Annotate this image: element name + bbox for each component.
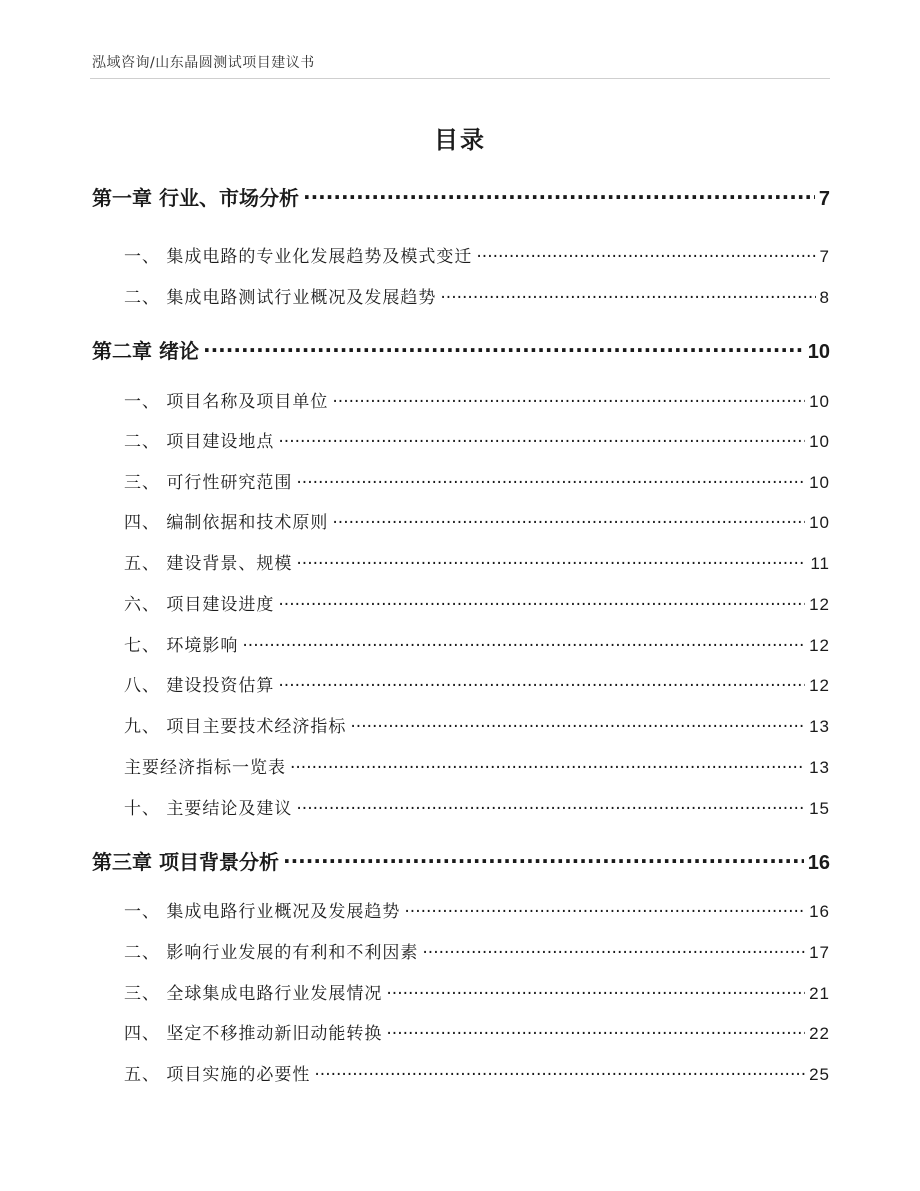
toc-page-number: 13 [809,758,830,777]
toc-entry-label: 主要经济指标一览表 [124,758,286,778]
dot-leader [203,338,804,358]
toc-title: 目录 [434,126,486,154]
toc-page-number: 12 [809,636,830,655]
toc-entry-label: 一、 项目名称及项目单位 [124,392,329,412]
toc-chapter-entry[interactable] [92,336,830,366]
dot-leader [314,1063,805,1080]
dot-leader [332,511,805,528]
toc-page-number: 17 [809,943,830,962]
toc-section-entry[interactable] [92,714,830,740]
toc-entry-label: 三、 可行性研究范围 [124,473,293,493]
toc-page-number: 7 [819,247,830,266]
toc-entry-label: 二、 项目建设地点 [124,432,275,452]
toc-entry-label: 第一章 行业、市场分析 [92,186,299,210]
toc-section-entry[interactable] [92,429,830,455]
toc-entry-label: 第二章 绪论 [92,339,199,363]
dot-leader [386,1022,805,1039]
dot-leader [242,634,805,651]
toc-page-number: 10 [807,341,830,363]
dot-leader [386,982,805,999]
toc-section-entry[interactable] [92,796,830,822]
toc-entry-label: 八、 建设投资估算 [124,676,275,696]
toc-entry-label: 五、 项目实施的必要性 [124,1065,311,1085]
dot-leader [278,674,805,691]
dot-leader [278,593,805,610]
toc-entry-label: 十、 主要结论及建议 [124,799,293,819]
dot-leader [296,471,805,488]
toc-entry-label: 一、 集成电路行业概况及发展趋势 [124,902,401,922]
toc-page-number: 12 [809,676,830,695]
toc-entry-label: 二、 影响行业发展的有利和不利因素 [124,943,419,963]
toc-section-entry[interactable] [92,633,830,659]
toc-page-number: 10 [809,392,830,411]
dot-leader [350,715,805,732]
dot-leader [422,941,805,958]
toc-entry-label: 六、 项目建设进度 [124,595,275,615]
toc-page-number: 10 [809,513,830,532]
toc-section-entry[interactable] [92,551,830,577]
dot-leader [440,286,815,303]
toc-section-entry[interactable] [92,981,830,1007]
toc-entry-label: 一、 集成电路的专业化发展趋势及模式变迁 [124,247,473,267]
toc-page-number: 10 [809,432,830,451]
toc-page-number: 22 [809,1024,830,1043]
dot-leader [296,552,806,569]
toc-page-number: 15 [809,799,830,818]
toc-page-number: 25 [809,1065,830,1084]
running-header: 泓域咨询/山东晶圆测试项目建议书 [92,55,315,71]
toc-page-number: 10 [809,473,830,492]
toc-section-entry[interactable] [92,470,830,496]
toc-section-entry[interactable] [92,1062,830,1088]
toc-section-entry[interactable] [92,673,830,699]
toc-page-number: 13 [809,717,830,736]
toc-page-number: 7 [818,188,830,210]
toc-section-entry[interactable] [92,389,830,415]
toc-section-entry[interactable] [92,244,830,270]
toc-chapter-entry[interactable] [92,847,830,877]
toc-entry-label: 第三章 项目背景分析 [92,850,279,874]
toc-section-entry[interactable] [92,940,830,966]
toc-entry-label: 三、 全球集成电路行业发展情况 [124,984,383,1004]
dot-leader [290,756,805,773]
dot-leader [404,900,805,917]
toc-section-entry[interactable] [92,899,830,925]
toc-entry-label: 七、 环境影响 [124,636,239,656]
toc-entry-label: 二、 集成电路测试行业概况及发展趋势 [124,288,437,308]
toc-page-number: 16 [809,902,830,921]
toc-section-entry[interactable] [92,285,830,311]
dot-leader [476,245,815,262]
toc-entry-label: 五、 建设背景、规模 [124,554,293,574]
dot-leader [278,430,805,447]
toc-section-entry[interactable] [92,592,830,618]
toc-entry-label: 四、 编制依据和技术原则 [124,513,329,533]
toc-page-number: 21 [809,984,830,1003]
dot-leader [296,797,805,814]
toc-section-entry[interactable] [92,510,830,536]
toc-entry-label: 九、 项目主要技术经济指标 [124,717,347,737]
toc-entry-label: 四、 坚定不移推动新旧动能转换 [124,1024,383,1044]
toc-chapter-entry[interactable] [92,183,830,213]
toc-page-number: 12 [809,595,830,614]
dot-leader [332,390,805,407]
toc-section-entry[interactable] [92,755,830,781]
toc-page-number: 11 [810,554,830,573]
dot-leader [303,185,815,205]
table-of-contents [92,0,830,1191]
toc-section-entry[interactable] [92,1021,830,1047]
toc-page-number: 16 [807,852,830,874]
toc-page-number: 8 [819,288,830,307]
dot-leader [283,849,804,869]
